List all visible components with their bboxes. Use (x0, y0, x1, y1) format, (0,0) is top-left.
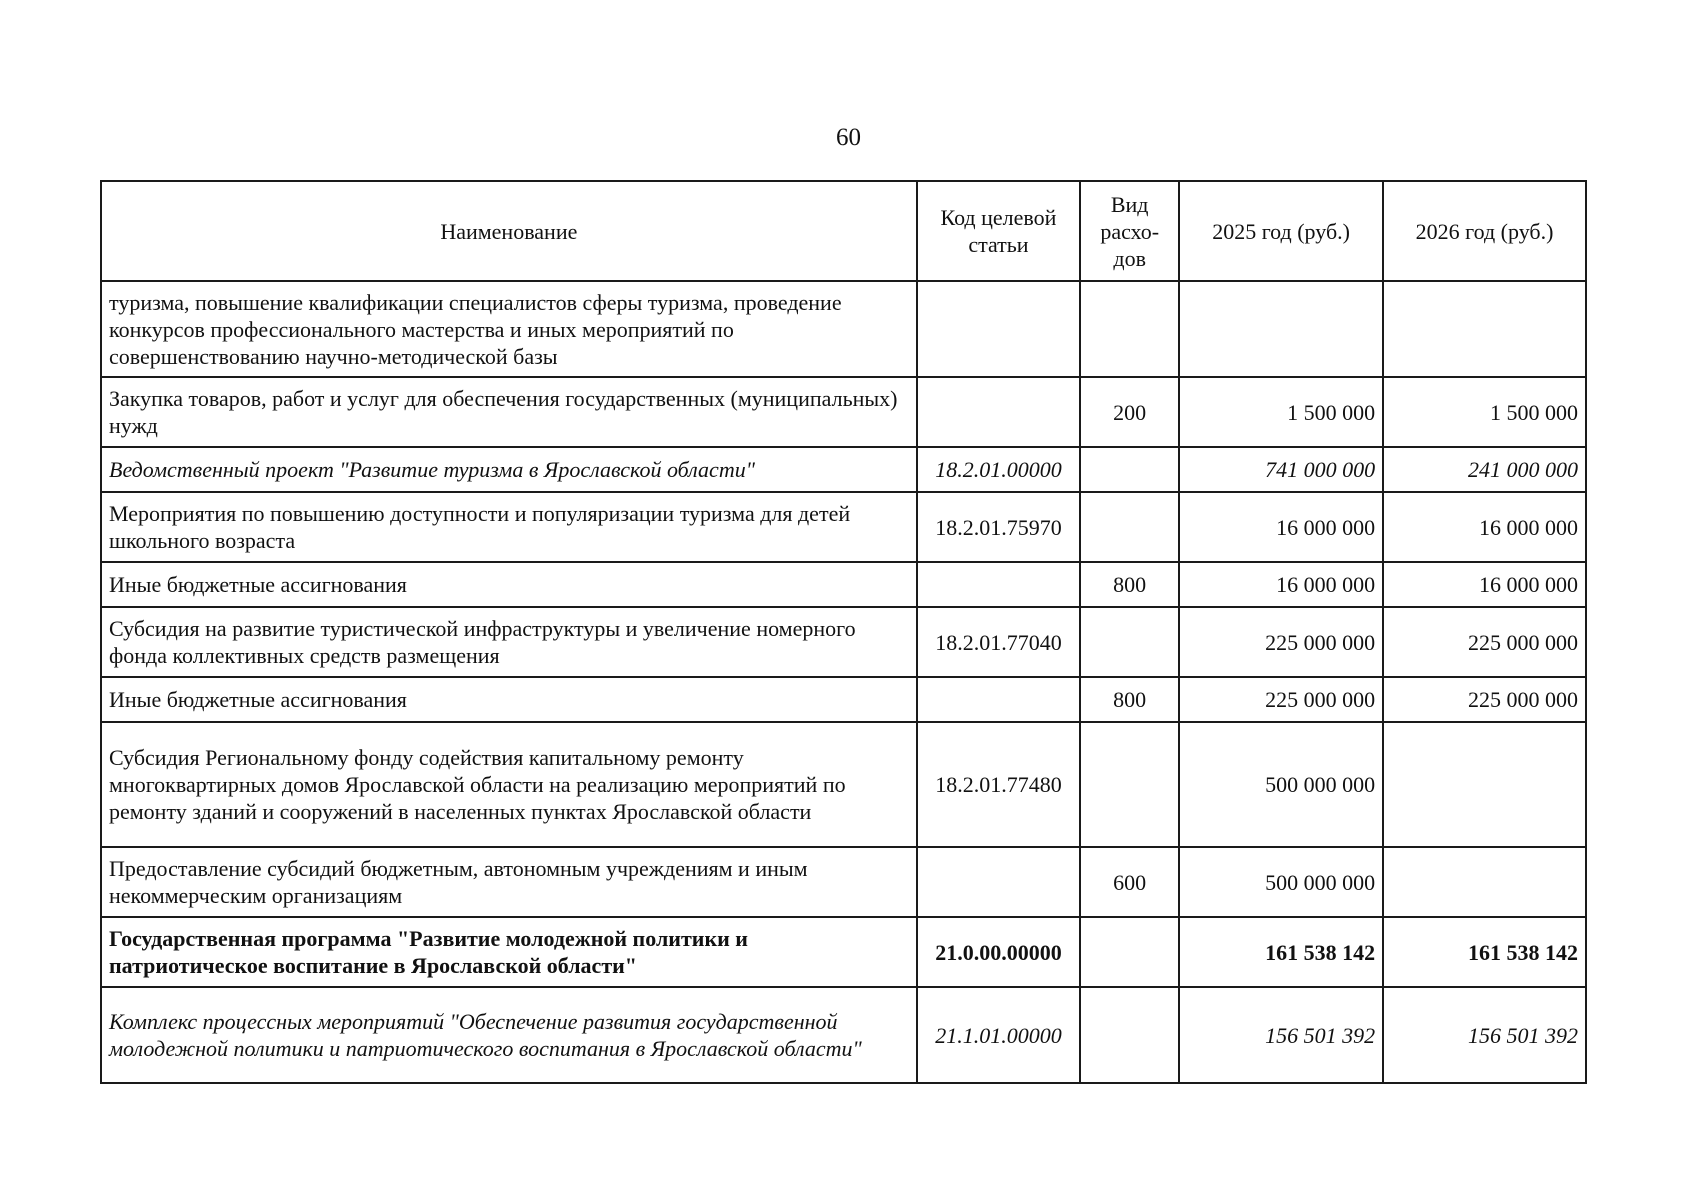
table-row (101, 677, 1586, 722)
row-2026 (1383, 281, 1586, 377)
row-code (917, 562, 1081, 607)
table-row (101, 607, 1586, 677)
row-code (917, 281, 1081, 377)
row-expense-type (1080, 917, 1179, 987)
row-2025: 156 501 392 (1179, 987, 1383, 1083)
row-2025: 16 000 000 (1179, 492, 1383, 562)
table-row (101, 447, 1586, 492)
row-name: Ведомственный проект "Развитие туризма в Ярославской области" (101, 447, 917, 492)
row-name: Закупка товаров, работ и услуг для обеспечения государственных (муниципальных) нужд (101, 377, 917, 447)
row-code (917, 847, 1081, 917)
row-expense-type: 800 (1080, 677, 1179, 722)
row-name: Государственная программа "Развитие молодежной политики и патриотическое воспитание в Ярославской области" (101, 917, 917, 987)
table-row (101, 492, 1586, 562)
row-2026: 16 000 000 (1383, 492, 1586, 562)
row-expense-type (1080, 722, 1179, 847)
row-2025: 16 000 000 (1179, 562, 1383, 607)
table-header-row (101, 181, 1586, 281)
header-2026: 2026 год (руб.) (1383, 181, 1586, 281)
row-code: 18.2.01.77040 (917, 607, 1081, 677)
table-row (101, 281, 1586, 377)
header-name: Наименование (101, 181, 917, 281)
header-expense-type: Вид расхо-дов (1080, 181, 1179, 281)
row-2026: 225 000 000 (1383, 677, 1586, 722)
row-name: Комплекс процессных мероприятий "Обеспечение развития государственной молодежной политики и патриотического воспитания в Ярославской области" (101, 987, 917, 1083)
table-row (101, 722, 1586, 847)
row-name: Мероприятия по повышению доступности и популяризации туризма для детей школьного возраста (101, 492, 917, 562)
row-2026: 156 501 392 (1383, 987, 1586, 1083)
row-2026: 1 500 000 (1383, 377, 1586, 447)
row-name: туризма, повышение квалификации специалистов сферы туризма, проведение конкурсов профессионального мастерства и иных мероприятий по совершенствованию научно-методической базы (101, 281, 917, 377)
row-2025: 500 000 000 (1179, 847, 1383, 917)
row-expense-type (1080, 987, 1179, 1083)
row-expense-type (1080, 281, 1179, 377)
row-2025: 225 000 000 (1179, 677, 1383, 722)
table-row (101, 377, 1586, 447)
row-code: 21.1.01.00000 (917, 987, 1081, 1083)
row-2026 (1383, 847, 1586, 917)
table-row (101, 917, 1586, 987)
row-2025: 741 000 000 (1179, 447, 1383, 492)
row-2025: 225 000 000 (1179, 607, 1383, 677)
row-expense-type (1080, 607, 1179, 677)
row-code: 18.2.01.00000 (917, 447, 1081, 492)
row-2026: 16 000 000 (1383, 562, 1586, 607)
table-row (101, 987, 1586, 1083)
row-name: Иные бюджетные ассигнования (101, 562, 917, 607)
row-expense-type: 600 (1080, 847, 1179, 917)
row-expense-type (1080, 492, 1179, 562)
row-code (917, 377, 1081, 447)
row-name: Субсидия Региональному фонду содействия капитальному ремонту многоквартирных домов Ярославской области на реализацию мероприятий по ремонту зданий и сооружений в населенных пунктах Ярославской области (101, 722, 917, 847)
row-code: 18.2.01.77480 (917, 722, 1081, 847)
row-2025: 161 538 142 (1179, 917, 1383, 987)
row-2026: 161 538 142 (1383, 917, 1586, 987)
page-number: 60 (836, 124, 861, 151)
header-code: Код целевой статьи (917, 181, 1081, 281)
row-2025: 1 500 000 (1179, 377, 1383, 447)
row-2025 (1179, 281, 1383, 377)
header-2025: 2025 год (руб.) (1179, 181, 1383, 281)
row-expense-type (1080, 447, 1179, 492)
row-code (917, 677, 1081, 722)
row-name: Субсидия на развитие туристической инфраструктуры и увеличение номерного фонда коллективных средств размещения (101, 607, 917, 677)
row-2026: 241 000 000 (1383, 447, 1586, 492)
row-code: 21.0.00.00000 (917, 917, 1081, 987)
table-row (101, 562, 1586, 607)
budget-table (100, 180, 1587, 1084)
row-name: Иные бюджетные ассигнования (101, 677, 917, 722)
row-expense-type: 800 (1080, 562, 1179, 607)
row-2026 (1383, 722, 1586, 847)
table-row (101, 847, 1586, 917)
row-code: 18.2.01.75970 (917, 492, 1081, 562)
row-2026: 225 000 000 (1383, 607, 1586, 677)
row-expense-type: 200 (1080, 377, 1179, 447)
row-name: Предоставление субсидий бюджетным, автономным учреждениям и иным некоммерческим организациям (101, 847, 917, 917)
row-2025: 500 000 000 (1179, 722, 1383, 847)
